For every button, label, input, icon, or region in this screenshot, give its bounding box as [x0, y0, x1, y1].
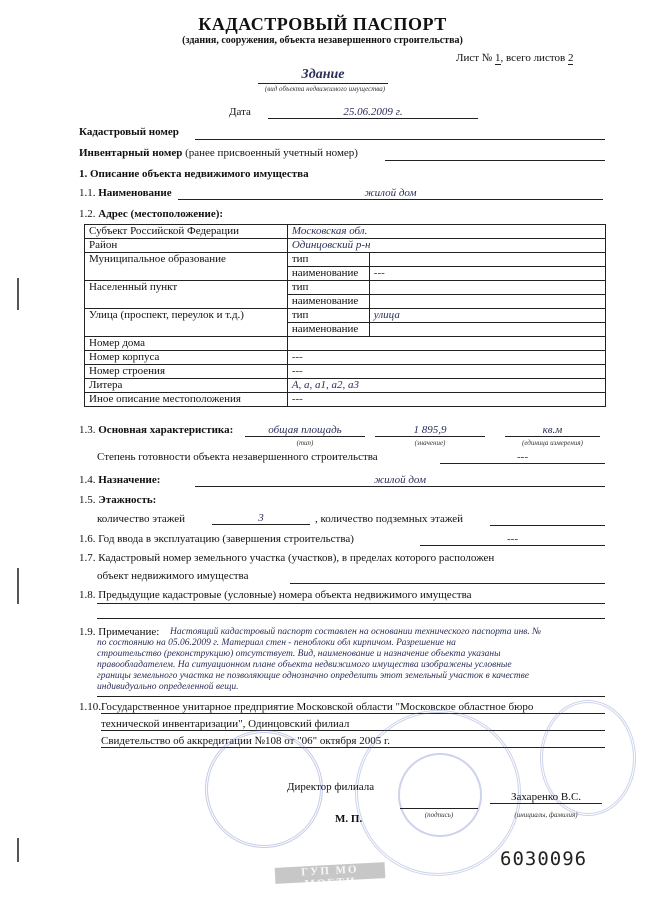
address-table: [84, 224, 606, 407]
note-line-2: по состоянию на 05.06.2009 г. Материал стен - пеноблоки обл кирпичом. Разрешение на: [97, 638, 456, 648]
letter-value: А, а, а1, а2, а3: [287, 379, 605, 393]
inventory-number-label: Инвентарный номер: [79, 147, 183, 159]
locality-name-value: [369, 295, 605, 309]
s1-7-row: [79, 552, 494, 564]
director-label: Директор филиала: [287, 781, 375, 793]
s1-5-label: Этажность:: [98, 494, 157, 506]
s1-8-label: Предыдущие кадастровые (условные) номера объекта недвижимого имущества: [98, 589, 472, 601]
municipal-type-label: тип: [287, 253, 369, 267]
s1-9-label: Примечание:: [98, 626, 160, 638]
street-name-value: [369, 323, 605, 337]
house-value: [287, 337, 605, 351]
structure-label: Номер строения: [85, 365, 288, 379]
subject-value: Московская обл.: [287, 225, 605, 239]
street-name-label: наименование: [287, 323, 369, 337]
s1-2-row: [79, 208, 223, 220]
name-caption: (инициалы, фамилия): [514, 811, 578, 819]
document-subtitle: (здания, сооружения, объекта незавершенного строительства): [182, 35, 463, 46]
s1-8-num: 1.8.: [79, 589, 96, 601]
sheet-number: 1: [495, 52, 501, 64]
signature-line: [400, 808, 478, 809]
floors-label: количество этажей: [97, 513, 186, 525]
s1-3-type-caption: (тип): [296, 439, 314, 447]
s1-1-row: [79, 187, 172, 199]
s1-5-num: 1.5.: [79, 494, 96, 506]
table-row: [85, 379, 606, 393]
table-row: [85, 365, 606, 379]
s1-3-num: 1.3.: [79, 424, 96, 436]
building-label: Номер корпуса: [85, 351, 288, 365]
sheet-label: Лист №: [456, 52, 493, 64]
s1-10-line-3: Свидетельство об аккредитации №108 от "06" октября 2005 г.: [101, 735, 605, 748]
municipal-label: Муниципальное образование: [85, 253, 288, 281]
sheet-total-label: , всего листов: [500, 52, 566, 64]
readiness-label: Степень готовности объекта незавершенного строительства: [97, 451, 378, 463]
s1-3-value-caption: (значение): [414, 439, 446, 447]
note-line-6: индивидуально определенной вещи.: [97, 682, 239, 692]
cadastral-number-line: [195, 139, 605, 140]
s1-9-row: [79, 626, 159, 638]
s1-8-row: [79, 589, 472, 601]
table-row: [85, 337, 606, 351]
table-row: [85, 239, 606, 253]
s1-4-num: 1.4.: [79, 474, 96, 486]
floors-value: 3: [212, 512, 310, 525]
table-row: [85, 393, 606, 407]
s1-1-label: Наименование: [98, 187, 172, 199]
signer-name: Захаренко В.С.: [490, 791, 602, 804]
margin-mark-1: [17, 278, 19, 310]
structure-value: ---: [287, 365, 605, 379]
subject-label: Субъект Российской Федерации: [85, 225, 288, 239]
inventory-number-row: [79, 147, 358, 159]
district-value: Одинцовский р-н: [287, 239, 605, 253]
cadastral-number-label: Кадастровый номер: [79, 126, 179, 138]
s1-7-label: Кадастровый номер земельного участка (участков), в пределах которого расположен: [98, 552, 495, 564]
s1-3-row: [79, 424, 233, 436]
s1-6-value: ---: [420, 533, 605, 546]
table-row: [85, 253, 606, 267]
s1-3-type-value: общая площадь: [245, 424, 365, 437]
street-type-value: улица: [369, 309, 605, 323]
s1-2-num: 1.2.: [79, 208, 96, 220]
locality-type-value: [369, 281, 605, 295]
s1-8-line-2: [97, 618, 605, 619]
s1-3-unit-caption: (единица измерения): [522, 439, 583, 447]
underground-label: , количество подземных этажей: [315, 513, 464, 525]
s1-10-num: 1.10.: [79, 701, 101, 713]
section-1-title: 1. Описание объекта недвижимого имущества: [79, 168, 309, 180]
street-label: Улица (проспект, переулок и т.д.): [85, 309, 288, 337]
note-line-3: строительство (реконструкцию) отсутствует. Вид, наименование и назначение объекта указаны: [97, 649, 501, 659]
note-line-4: правообладателем. На ситуационном плане объекта недвижимого имущества изображены условные: [97, 660, 512, 670]
s1-6-row: [79, 533, 354, 545]
margin-mark-3: [17, 838, 19, 862]
s1-3-label: Основная характеристика:: [98, 424, 234, 436]
s1-4-value: жилой дом: [195, 474, 605, 487]
municipal-type-value: [369, 253, 605, 267]
s1-7-num: 1.7.: [79, 552, 96, 564]
municipal-name-label: наименование: [287, 267, 369, 281]
readiness-value: ---: [440, 451, 605, 464]
table-row: [85, 281, 606, 295]
s1-2-label: Адрес (местоположение):: [98, 208, 224, 220]
sheet-total: 2: [567, 52, 574, 64]
margin-mark-2: [17, 568, 19, 604]
s1-3-value: 1 895,9: [375, 424, 485, 437]
letter-label: Литера: [85, 379, 288, 393]
object-type-caption: (вид объекта недвижимого имущества): [264, 85, 386, 93]
s1-10-line-1: Государственное унитарное предприятие Московской области "Московское областное бюро: [101, 701, 605, 714]
s1-10-line-2: технической инвентаризации", Одинцовский филиал: [101, 718, 605, 731]
s1-9-num: 1.9.: [79, 626, 96, 638]
sign-caption: (подпись): [424, 811, 454, 819]
table-row: [85, 225, 606, 239]
locality-type-label: тип: [287, 281, 369, 295]
inventory-number-suffix: (ранее присвоенный учетный номер): [185, 147, 358, 159]
district-label: Район: [85, 239, 288, 253]
table-row: [85, 351, 606, 365]
note-line-5: границы земельного участка не позволяющие однозначно определить этот земельный участок в качестве: [97, 671, 529, 681]
date-label: Дата: [229, 106, 251, 118]
s1-6-label: Год ввода в эксплуатацию (завершения строительства): [98, 533, 354, 545]
s1-5-row: [79, 494, 156, 506]
s1-3-unit: кв.м: [505, 424, 600, 437]
street-type-label: тип: [287, 309, 369, 323]
s1-6-num: 1.6.: [79, 533, 96, 545]
mp-label: М. П.: [335, 813, 363, 825]
stamp-text: ГУП МО МОБТИ: [275, 862, 386, 884]
s1-8-line-1: [97, 603, 605, 604]
other-location-value: ---: [287, 393, 605, 407]
other-location-label: Иное описание местоположения: [85, 393, 288, 407]
sheet-info: [456, 52, 573, 64]
table-row: [85, 309, 606, 323]
s1-1-num: 1.1.: [79, 187, 96, 199]
building-value: ---: [287, 351, 605, 365]
s1-7-line: [290, 583, 605, 584]
house-label: Номер дома: [85, 337, 288, 351]
serial-number: 6030096: [500, 848, 588, 870]
s1-1-value: жилой дом: [178, 187, 603, 200]
s1-4-label: Назначение:: [98, 474, 161, 486]
document-title: КАДАСТРОВЫЙ ПАСПОРТ: [198, 14, 447, 34]
s1-4-row: [79, 474, 160, 486]
municipal-name-value: ---: [369, 267, 605, 281]
object-type-value: Здание: [258, 67, 388, 84]
inventory-number-line: [385, 160, 605, 161]
note-line-1: Настоящий кадастровый паспорт составлен на основании технического паспорта инв. №: [170, 627, 542, 637]
date-value: 25.06.2009 г.: [268, 106, 478, 119]
underground-value: [490, 512, 605, 526]
s1-7-label2: объект недвижимого имущества: [97, 570, 249, 582]
locality-name-label: наименование: [287, 295, 369, 309]
note-line-underline: [97, 696, 605, 697]
locality-label: Населенный пункт: [85, 281, 288, 309]
